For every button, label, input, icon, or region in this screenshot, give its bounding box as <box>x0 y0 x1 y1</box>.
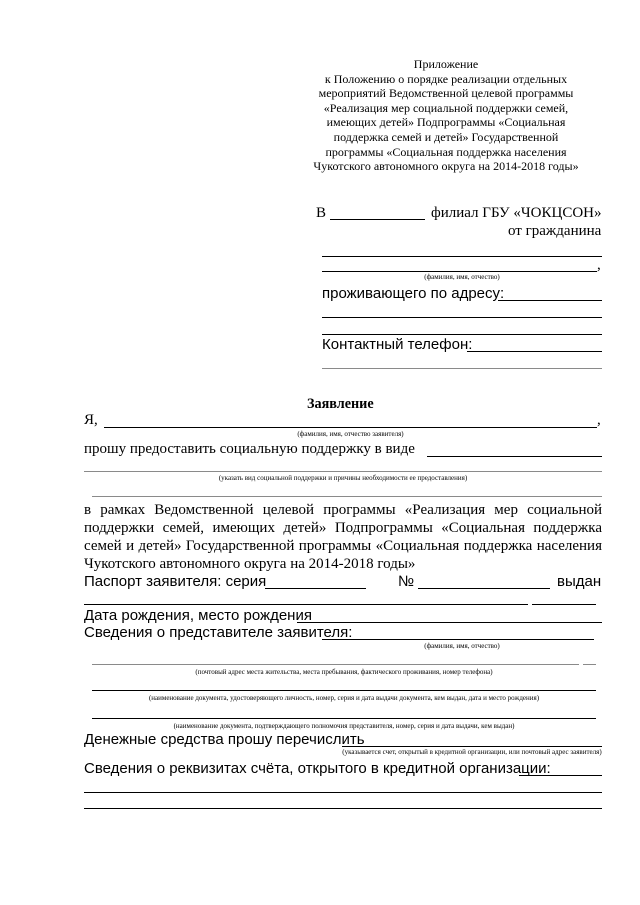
appendix-line: имеющих детей» Подпрограммы «Социальная <box>326 115 566 130</box>
applicant-name-field[interactable] <box>104 427 597 428</box>
representative-name-field[interactable] <box>322 639 594 640</box>
rep-id-field[interactable] <box>92 690 596 691</box>
program-para-line: в рамках Ведомственной целевой программы «Реализация мер социальной <box>84 502 602 518</box>
rep-address-hint: (почтовый адрес места жительства, места пребывания, фактического проживания, номер телефона) <box>195 668 493 676</box>
money-destination-field[interactable] <box>342 746 602 747</box>
support-extra-line[interactable] <box>92 496 602 497</box>
appendix-line: Приложение <box>413 57 479 71</box>
birth-field[interactable] <box>297 622 602 623</box>
program-para-line: Чукотского автономного округа на 2014-2018 годы» <box>84 556 416 572</box>
rep-address-field[interactable] <box>92 664 579 665</box>
appendix-line: мероприятий Ведомственной целевой программы <box>318 86 574 101</box>
to-prefix: В <box>316 205 327 221</box>
appendix-line: программы «Социальная поддержка населения <box>325 144 567 159</box>
rep-name-hint: (фамилия, имя, отчество) <box>424 642 500 650</box>
request-label: прошу предоставить социальную поддержку в виде <box>84 441 415 457</box>
program-para-line: поддержки семей, имеющих детей» Подпрограммы «Социальная поддержка <box>84 520 602 536</box>
statement-title: Заявление <box>307 396 374 412</box>
phone-extra-line <box>322 368 602 369</box>
rep-address-field-tail[interactable] <box>583 664 596 665</box>
name-comma: , <box>597 257 601 273</box>
appendix-line: к Положению о порядке реализации отдельных <box>324 71 568 86</box>
phone-field[interactable] <box>467 351 602 352</box>
rep-authority-hint: (наименование документа, подтверждающего полномочия представителя, номер, серия и дата выдачи, кем выдан) <box>173 722 515 730</box>
program-para-line: семей и детей» Государственной программы «Социальная поддержка населения <box>84 538 602 554</box>
residing-label: проживающего по адресу: <box>322 285 505 302</box>
money-hint: (указывается счет, открытый в кредитной организации, или почтовый адрес заявителя) <box>342 748 602 756</box>
applicant-name-comma: , <box>597 412 601 428</box>
money-label: Денежные средства прошу перечислить <box>84 731 365 748</box>
citizen-name-field-2[interactable] <box>322 271 597 272</box>
passport-issue-date-field[interactable] <box>532 604 596 605</box>
birth-label: Дата рождения, место рождения <box>84 607 312 624</box>
branch-name-field[interactable] <box>330 219 425 220</box>
appendix-block <box>296 57 596 174</box>
rep-id-hint: (наименование документа, удостоверяющего личность, номер, серия и дата выдачи документа, кем выдан, дата и место рождения) <box>148 694 540 702</box>
applicant-name-hint: (фамилия, имя, отчество заявителя) <box>297 430 404 438</box>
passport-issuer-field[interactable] <box>84 604 528 605</box>
passport-no-label: № <box>398 573 415 590</box>
support-type-field[interactable] <box>427 456 602 457</box>
phone-label: Контактный телефон: <box>322 336 473 353</box>
account-label: Сведения о реквизитах счёта, открытого в кредитной организации: <box>84 760 551 777</box>
address-field-3[interactable] <box>322 334 602 335</box>
rep-authority-field[interactable] <box>92 718 596 719</box>
citizen-name-hint: (фамилия, имя, отчество) <box>424 273 500 281</box>
appendix-line: поддержка семей и детей» Государственной <box>333 129 559 144</box>
passport-series-label: Паспорт заявителя: серия <box>84 573 267 590</box>
i-label: Я, <box>84 412 98 428</box>
appendix-line: «Реализация мер социальной поддержки семей, <box>323 100 569 115</box>
passport-series-field[interactable] <box>265 588 366 589</box>
appendix-line: Чукотского автономного округа на 2014-2018 годы» <box>313 159 579 174</box>
citizen-name-field-1[interactable] <box>322 256 602 257</box>
passport-issued-label: выдан <box>557 573 602 590</box>
support-reason-field[interactable] <box>84 471 602 472</box>
passport-number-field[interactable] <box>418 588 550 589</box>
representative-label: Сведения о представителе заявителя: <box>84 624 353 641</box>
address-field-1[interactable] <box>498 300 602 301</box>
address-field-2[interactable] <box>322 317 602 318</box>
account-field-1[interactable] <box>519 775 602 776</box>
support-hint: (указать вид социальной поддержки и причины необходимости ее предоставления) <box>218 474 468 482</box>
account-field-3[interactable] <box>84 808 602 809</box>
account-field-2[interactable] <box>84 792 602 793</box>
from-citizen-label: от гражданина <box>508 223 602 239</box>
branch-label: филиал ГБУ «ЧОКЦСОН» <box>431 205 602 221</box>
